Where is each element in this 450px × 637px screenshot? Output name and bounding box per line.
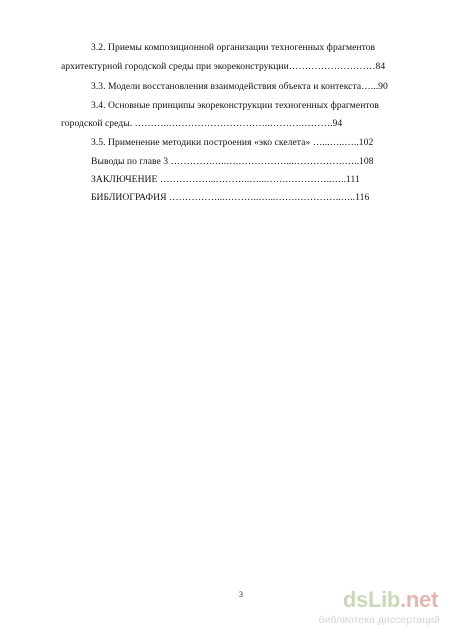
toc-entry-bibliography: БИБЛИОГРАФИЯ ……………...………..…...…….…………..…..116 <box>91 192 370 203</box>
watermark-logo <box>343 588 438 612</box>
toc-entry-3-5: 3.5. Применение методики построения «эко скелета» …...…..…..102 <box>91 137 374 148</box>
watermark-subtitle: библиотека диссертаций <box>318 614 440 626</box>
toc-entry-3-3: 3.3. Модели восстановления взаимодействия объекта и контекста…...90 <box>91 81 388 92</box>
toc-entry-conclusion: ЗАКЛЮЧЕНИЕ ……………...………..…...…….…………..…..111 <box>91 174 360 185</box>
page-number: 3 <box>239 590 243 599</box>
toc-entry-3-4-line1: 3.4. Основные принципы экореконструкции техногенных фрагментов <box>91 100 379 111</box>
toc-entry-conclusions-chapter-3: Выводы по главе 3 ………….…..….……………...…………….…..108 <box>91 156 374 167</box>
watermark-logo-main: dsLib <box>342 587 401 612</box>
toc-entry-3-2-line2: архитектурной городской среды при экореконструкции………………………84 <box>61 61 386 72</box>
toc-entry-3-2-line1: 3.2. Приемы композиционной организации техногенных фрагментов <box>91 42 376 53</box>
toc-entry-3-4-line2: городской среды. ………..…………………………..……….……….94 <box>61 118 343 129</box>
watermark-logo-tld: .net <box>400 587 438 612</box>
dslib-watermark <box>312 586 446 630</box>
